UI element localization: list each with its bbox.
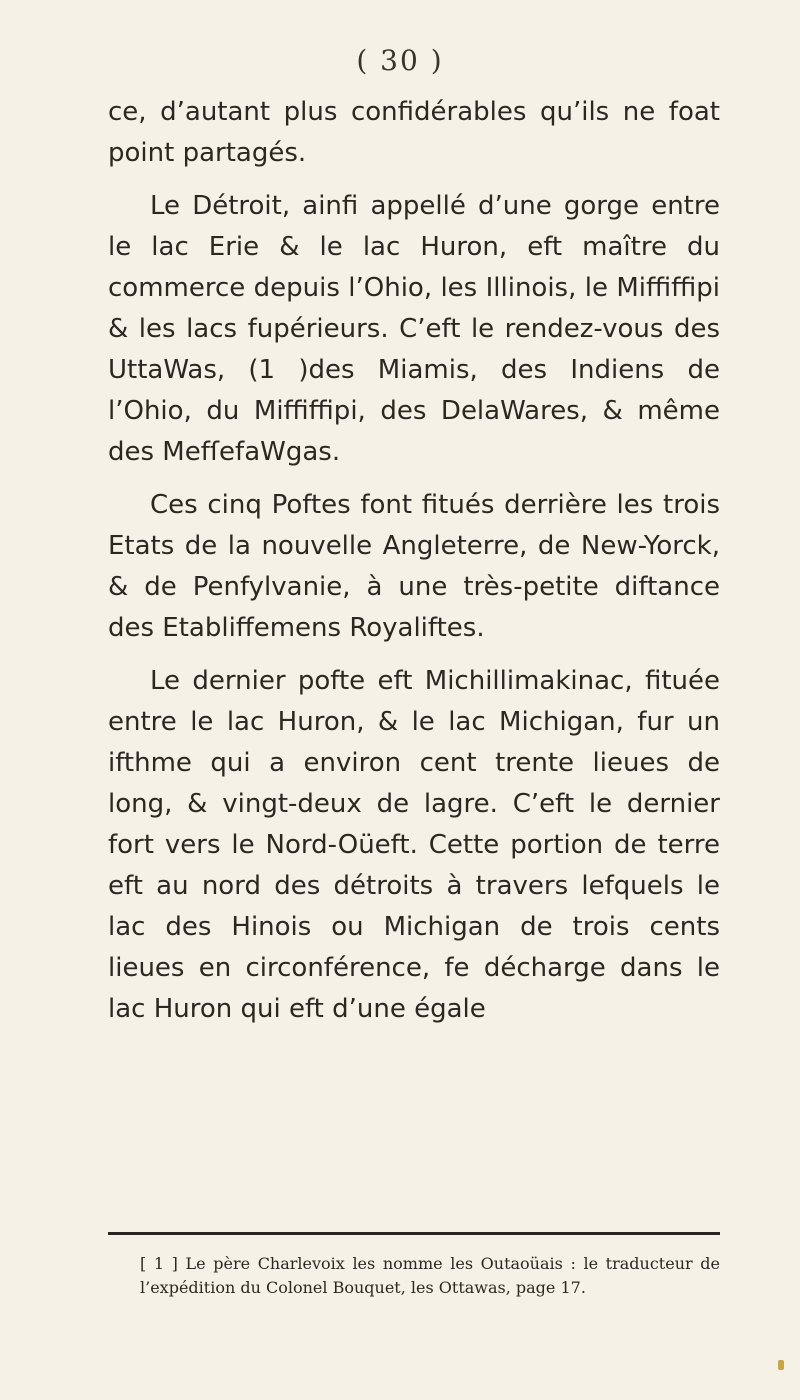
footnote: [ 1 ] Le père Charlevoix les nomme les Outaoüais : le traducteur de l’expédition du Colonel Bouquet, les Ottawas, page 17.	[140, 1254, 720, 1297]
paragraph-cinq-postes: Ces cinq Poftes font fitués derrière les trois Etats de la nouvelle Angleterre, de New-Yorck, & de Penfylvanie, à une très-petite diftance des Etabliffemens Royaliftes.	[108, 490, 720, 643]
paragraph-continuation: ce, d’autant plus confidérables qu’ils ne foat point partagés.	[108, 97, 720, 168]
paper-stain	[778, 1360, 784, 1370]
footnote-divider	[108, 1232, 720, 1235]
page-number: ( 30 )	[356, 44, 444, 77]
main-text	[108, 92, 720, 1036]
paragraph-michillimakinac: Le dernier pofte eft Michillimakinac, fituée entre le lac Huron, & le lac Michigan, fur un ifthme qui a environ cent trente lieues de long, & vingt-deux de lagre. C’eft le dernier fort vers le Nord-Oüeft. Cette portion de terre eft au nord des détroits à travers lefquels le lac des Hinois ou Michigan de trois cents lieues en circonférence, fe décharge dans le lac Huron qui eft d’une égale	[108, 666, 720, 1024]
paragraph-detroit: Le Détroit, ainfi appellé d’une gorge entre le lac Erie & le lac Huron, eft maître du commerce depuis l’Ohio, les Illinois, le Miffiffipi & les lacs fupérieurs. C’eft le rendez-vous des UttaWas, (1 )des Miamis, des Indiens de l’Ohio, du Miffiffipi, des DelaWares, & même des MefſefaWgas.	[108, 191, 720, 467]
